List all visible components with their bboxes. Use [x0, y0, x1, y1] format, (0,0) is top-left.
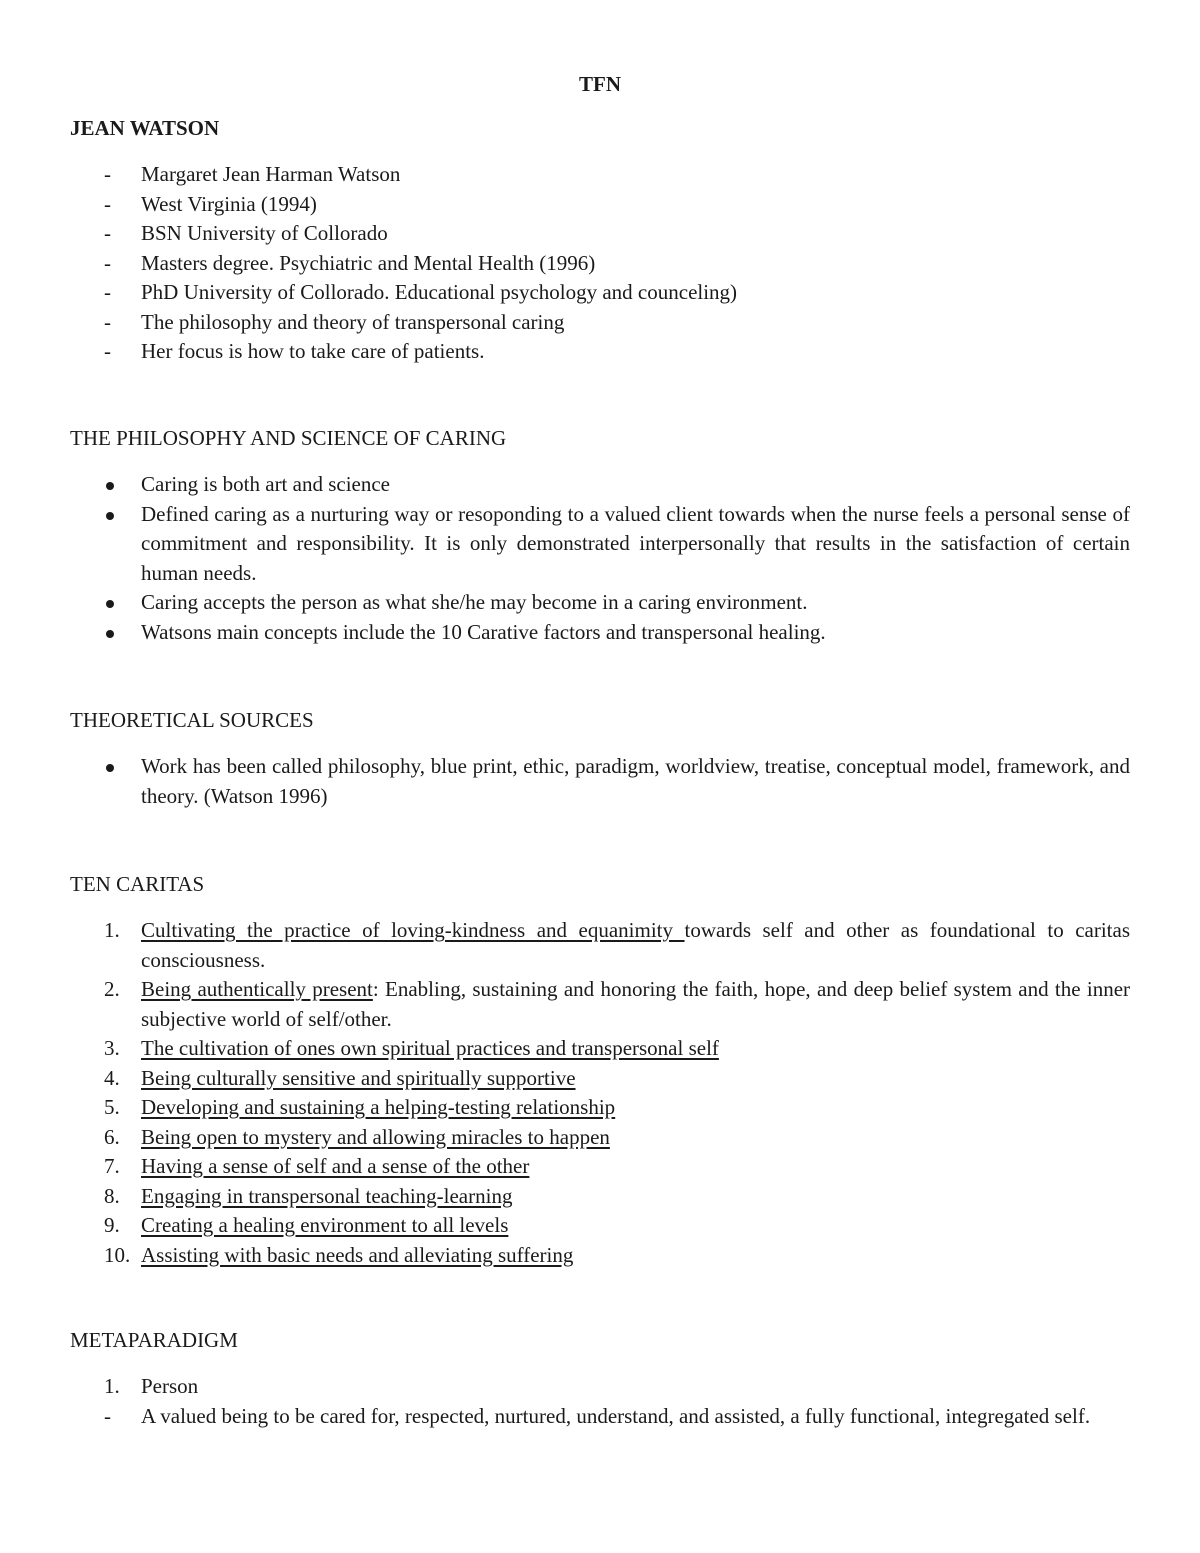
list-item: 7. Having a sense of self and a sense of the other	[70, 1152, 1130, 1182]
sources-list	[70, 752, 1130, 811]
list-item: 1. Cultivating the practice of loving-kindness and equanimity towards self and other as foundational to caritas consciousness.	[104, 918, 1130, 972]
dash-marker: -	[104, 250, 111, 275]
list-item: - BSN University of Collorado	[70, 219, 1130, 249]
list-item: - PhD University of Collorado. Educational psychology and counceling)	[70, 278, 1130, 308]
list-number: 5.	[104, 1095, 120, 1119]
document-title: TFN	[579, 72, 621, 96]
list-item: Caring accepts the person as what she/he may become in a caring environment.	[70, 588, 1130, 618]
list-number: 3.	[104, 1036, 120, 1060]
bio-list	[70, 160, 1130, 367]
list-item: Work has been called philosophy, blue print, ethic, paradigm, worldview, treatise, conceptual model, framework, and theory. (Watson 1996)	[70, 752, 1130, 811]
dash-marker: -	[104, 1403, 111, 1428]
dash-marker: -	[104, 221, 111, 245]
sources-heading: THEORETICAL SOURCES	[70, 708, 314, 732]
caritas-list	[70, 916, 1130, 1270]
list-number: 4.	[104, 1065, 120, 1090]
list-number: 7.	[104, 1154, 120, 1178]
subject-heading: JEAN WATSON	[70, 116, 220, 140]
metaparadigm-heading: METAPARADIGM	[70, 1328, 238, 1352]
list-item: - Her focus is how to take care of patients.	[70, 337, 1130, 367]
list-number: 6.	[104, 1124, 120, 1149]
list-item: 5. Developing and sustaining a helping-testing relationship	[70, 1093, 1130, 1123]
dash-marker: -	[104, 339, 111, 363]
bullet-dot	[106, 764, 114, 772]
list-item: 9. Creating a healing environment to all levels	[70, 1211, 1130, 1241]
list-number: 8.	[104, 1183, 120, 1208]
dash-marker: -	[104, 191, 111, 216]
list-item: 1. Person	[70, 1372, 1130, 1402]
metaparadigm-list	[70, 1372, 1130, 1431]
dash-marker: -	[104, 280, 111, 304]
list-item: Watsons main concepts include the 10 Carative factors and transpersonal healing.	[70, 618, 1130, 648]
list-number: 9.	[104, 1213, 120, 1237]
list-item: Defined caring as a nurturing way or resoponding to a valued client towards when the nurse feels a personal sense of commitment and responsibility. It is only demonstrated interpersonally that results in the satisfaction of certain human needs.	[70, 500, 1130, 589]
list-item: - The philosophy and theory of transpersonal caring	[70, 308, 1130, 338]
list-number: 1.	[104, 918, 120, 942]
list-item: - West Virginia (1994)	[70, 190, 1130, 220]
list-item: - Masters degree. Psychiatric and Mental Health (1996)	[70, 249, 1130, 279]
philosophy-heading: THE PHILOSOPHY AND SCIENCE OF CARING	[70, 426, 507, 450]
list-item: 8. Engaging in transpersonal teaching-learning	[70, 1182, 1130, 1212]
dash-marker: -	[104, 309, 111, 334]
bullet-dot	[106, 482, 114, 490]
list-number: 2.	[104, 977, 120, 1001]
list-item: 2. Being authentically present: Enabling, sustaining and honoring the faith, hope, and deep belief system and the inner subjective world of self/other.	[104, 977, 1131, 1031]
bullet-dot	[106, 600, 114, 608]
list-item: Caring is both art and science	[70, 470, 1130, 500]
caritas-heading: TEN CARITAS	[70, 872, 205, 896]
list-item: 4. Being culturally sensitive and spiritually supportive	[70, 1064, 1130, 1094]
list-item: - A valued being to be cared for, respected, nurtured, understand, and assisted, a fully functional, integregated self.	[70, 1402, 1130, 1432]
list-number: 1.	[104, 1374, 120, 1398]
philosophy-list	[70, 470, 1130, 647]
list-item: 6. Being open to mystery and allowing miracles to happen	[70, 1123, 1130, 1153]
list-item: - Margaret Jean Harman Watson	[70, 160, 1130, 190]
bullet-dot	[106, 512, 114, 520]
dash-marker: -	[104, 162, 111, 186]
list-number: 10.	[104, 1242, 131, 1267]
bullet-dot	[106, 630, 114, 638]
list-item: 3. The cultivation of ones own spiritual practices and transpersonal self	[70, 1034, 1130, 1064]
list-item: 10. Assisting with basic needs and alleviating suffering	[70, 1241, 1130, 1271]
